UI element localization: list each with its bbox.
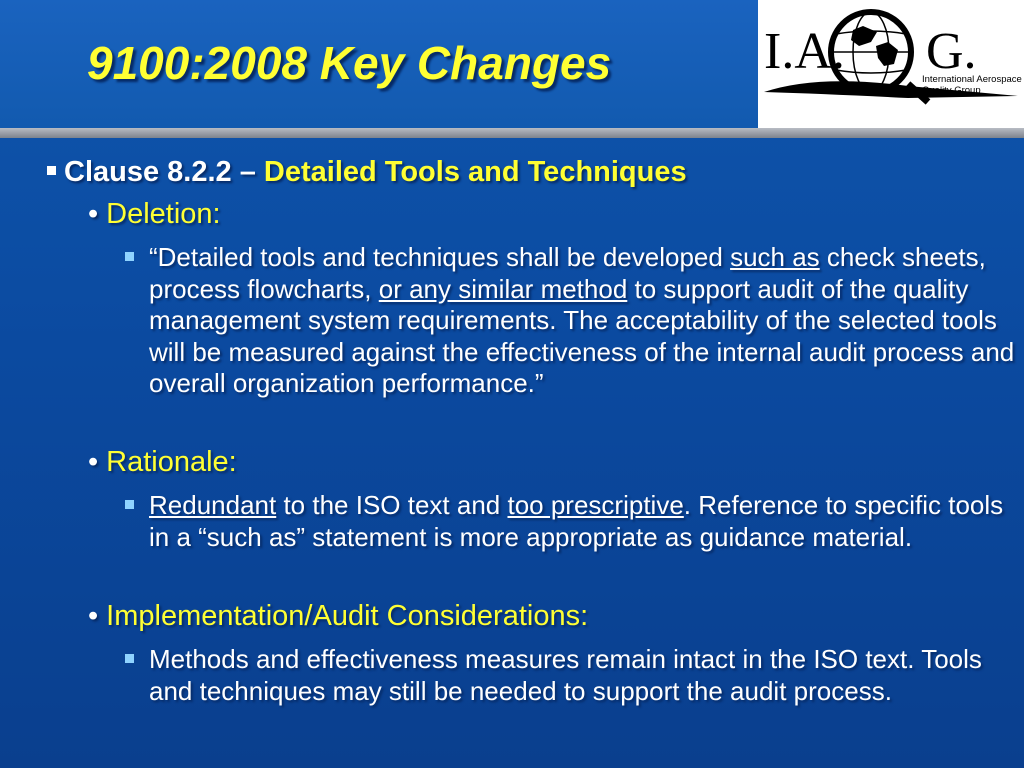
deletion-underline-2: or any similar method (378, 273, 628, 304)
rationale-underline-1: Redundant (149, 490, 277, 520)
square-bullet-icon (125, 654, 134, 663)
implementation-text (149, 644, 1017, 707)
square-bullet-icon (125, 252, 134, 261)
deletion-text-1: “Detailed tools and techniques shall be developed (149, 242, 731, 272)
clause-heading: Detailed Tools and Techniques (263, 156, 687, 188)
rationale-bullet (88, 446, 237, 479)
implementation-label: Implementation/Audit Considerations: (106, 600, 589, 632)
square-bullet-icon (125, 500, 134, 509)
deletion-text (149, 242, 1017, 400)
logo-line2: Quality Group (922, 85, 981, 96)
logo-letters-left: I.A. (764, 23, 845, 80)
deletion-underline-1: such as (730, 242, 820, 272)
clause-bullet (47, 156, 687, 189)
rationale-text (149, 490, 1017, 553)
logo-line1: International Aerospace (922, 74, 1022, 85)
implementation-bullet (88, 600, 588, 633)
implementation-text-body: Methods and effectiveness measures remain intact in the ISO text. Tools and techniques may still be needed to support the audit process. (149, 644, 982, 706)
iaqg-logo (758, 0, 1024, 128)
bullet-dot-icon: • (88, 198, 99, 230)
title-divider (0, 128, 1024, 138)
square-bullet-icon (47, 166, 56, 175)
logo-letters-right: G. (926, 23, 977, 80)
clause-prefix: Clause 8.2.2 – (64, 156, 264, 188)
deletion-text-3: to support audit of the quality management system requirements. The acceptability of the selected tools will be measured against the effectiveness of the internal audit process and overall organization performance.” (149, 273, 1015, 398)
deletion-text-2: check sheets, process flowcharts, (149, 242, 986, 304)
rationale-label: Rationale: (106, 446, 237, 478)
logo-graphic (758, 0, 1024, 128)
rationale-underline-2: too prescriptive (507, 490, 684, 520)
bullet-dot-icon: • (88, 446, 99, 478)
rationale-text-1: to the ISO text and (276, 490, 508, 520)
deletion-bullet (88, 198, 221, 231)
rationale-text-2: . Reference to specific tools in a “such as” statement is more appropriate as guidance material. (149, 490, 1004, 552)
bullet-dot-icon: • (88, 600, 99, 632)
deletion-label: Deletion: (106, 198, 221, 230)
slide-title: 9100:2008 Key Changes (87, 37, 612, 89)
slide-body (0, 138, 1024, 768)
